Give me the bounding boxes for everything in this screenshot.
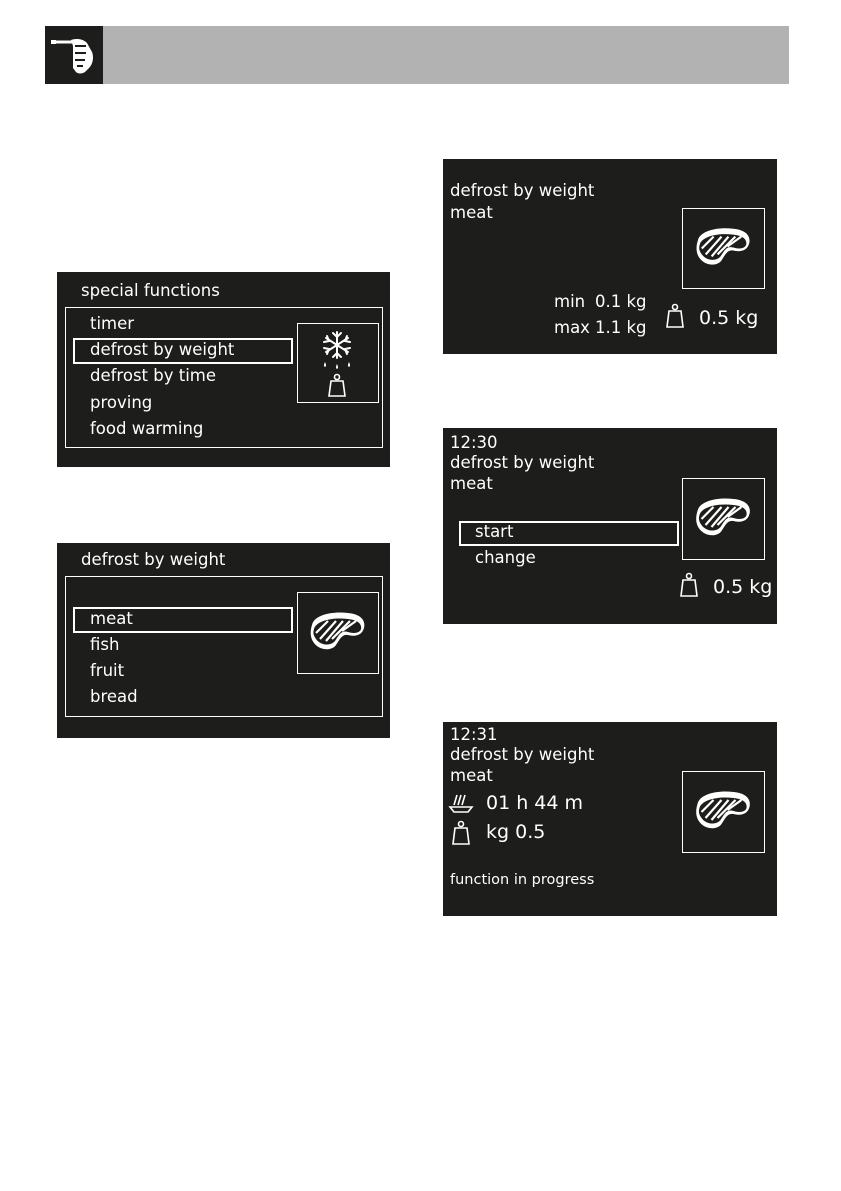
remaining-duration: 01 h 44 m — [486, 792, 584, 814]
max-value: 1.1 kg — [595, 318, 647, 337]
menu-item-defrost-by-weight[interactable]: defrost by weight — [90, 340, 235, 359]
screen-title: defrost by weight — [81, 550, 226, 569]
menu-item-food-warming[interactable]: food warming — [90, 419, 204, 438]
max-label: max — [554, 318, 590, 337]
steak-icon — [683, 772, 763, 851]
food-icon-box — [297, 592, 379, 674]
menu-item-change[interactable]: change — [475, 548, 536, 567]
screen-subtitle: meat — [450, 766, 493, 785]
steak-icon — [298, 593, 377, 672]
weight-icon — [450, 820, 472, 846]
weight-icon — [664, 303, 686, 329]
menu-item-proving[interactable]: proving — [90, 393, 153, 412]
min-label: min — [554, 292, 586, 311]
menu-item-start[interactable]: start — [475, 522, 514, 541]
screen-start — [443, 428, 777, 624]
weight-value[interactable]: 0.5 kg — [713, 576, 773, 598]
weight-value: kg 0.5 — [486, 821, 546, 843]
screen-title: special functions — [81, 281, 220, 300]
menu-item-defrost-by-time[interactable]: defrost by time — [90, 366, 217, 385]
weight-icon — [329, 375, 345, 397]
clock-time: 12:30 — [450, 433, 498, 452]
food-icon-box — [682, 771, 765, 853]
screen-subtitle: meat — [450, 474, 493, 493]
header-bar — [45, 26, 789, 84]
menu-item-fish[interactable]: fish — [90, 635, 120, 654]
menu-item-timer[interactable]: timer — [90, 314, 135, 333]
screen-title: defrost by weight — [450, 453, 595, 472]
pointing-hand-icon — [45, 26, 103, 84]
min-value: 0.1 kg — [595, 292, 647, 311]
screen-title: defrost by weight — [450, 181, 595, 200]
steak-icon — [683, 209, 763, 287]
snowflake-icon — [298, 324, 377, 401]
defrost-heat-icon — [448, 792, 474, 816]
food-icon-box — [682, 208, 765, 289]
screen-special-functions — [57, 272, 390, 467]
menu-item-bread[interactable]: bread — [90, 687, 138, 706]
screen-subtitle: meat — [450, 203, 493, 222]
menu-item-fruit[interactable]: fruit — [90, 661, 125, 680]
weight-value[interactable]: 0.5 kg — [699, 307, 759, 329]
weight-icon — [678, 572, 700, 598]
status-text: function in progress — [450, 872, 595, 888]
screen-progress — [443, 722, 777, 916]
food-icon-box — [682, 478, 765, 560]
steak-icon — [683, 479, 763, 558]
clock-time: 12:31 — [450, 725, 498, 744]
screen-title: defrost by weight — [450, 745, 595, 764]
screen-defrost-select — [57, 543, 390, 738]
function-icon-box — [297, 323, 379, 403]
header-icon-box — [45, 26, 103, 84]
screen-weight-limits — [443, 159, 777, 354]
menu-item-meat[interactable]: meat — [90, 609, 133, 628]
